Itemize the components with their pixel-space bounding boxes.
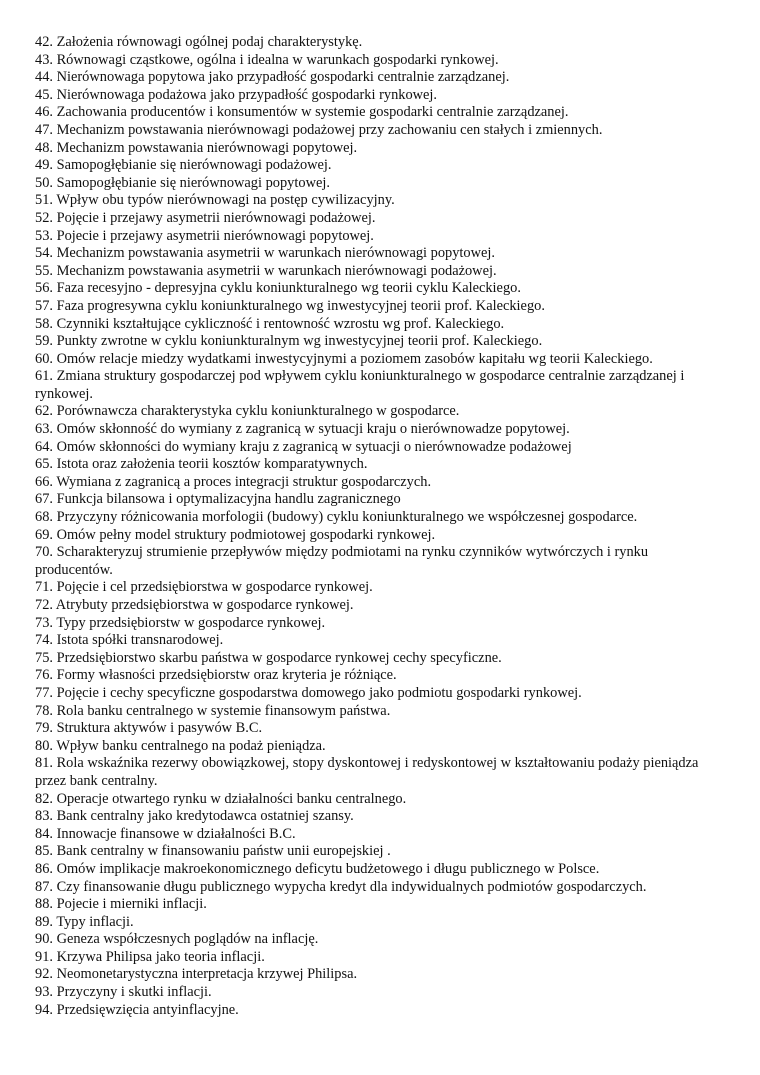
list-item: 47. Mechanizm powstawania nierównowagi podażowej przy zachowaniu cen stałych i zmiennych.: [35, 121, 603, 138]
list-item: 52. Pojęcie i przejawy asymetrii nierównowagi podażowej.: [35, 209, 376, 226]
list-item: 89. Typy inflacji.: [35, 913, 134, 930]
list-item: 90. Geneza współczesnych poglądów na inflację.: [35, 931, 319, 948]
list-item: 78. Rola banku centralnego w systemie finansowym państwa.: [35, 702, 391, 719]
list-item: 73. Typy przedsiębiorstw w gospodarce rynkowej.: [35, 614, 326, 631]
list-item: 71. Pojęcie i cel przedsiębiorstwa w gospodarce rynkowej.: [35, 579, 373, 596]
list-item: 56. Faza recesyjno - depresyjna cyklu koniunkturalnego wg teorii cyklu Kaleckiego.: [35, 280, 521, 297]
list-item: 46. Zachowania producentów i konsumentów w systemie gospodarki centralnie zarządzanej.: [35, 104, 569, 121]
list-item: 60. Omów relacje miedzy wydatkami inwestycyjnymi a poziomem zasobów kapitału wg teorii Kaleckiego.: [35, 350, 653, 367]
list-item: 93. Przyczyny i skutki inflacji.: [35, 984, 212, 1001]
list-item: 68. Przyczyny różnicowania morfologii (budowy) cyklu koniunkturalnego we współczesnej gospodarce.: [35, 509, 638, 526]
list-item: 80. Wpływ banku centralnego na podaż pieniądza.: [35, 737, 326, 754]
list-item: 82. Operacje otwartego rynku w działalności banku centralnego.: [35, 790, 407, 807]
list-item: 55. Mechanizm powstawania asymetrii w warunkach nierównowagi podażowej.: [35, 262, 497, 279]
list-item: 84. Innowacje finansowe w działalności B.C.: [35, 825, 296, 842]
list-item: 54. Mechanizm powstawania asymetrii w warunkach nierównowagi popytowej.: [35, 245, 495, 262]
list-item: 49. Samopogłębianie się nierównowagi podażowej.: [35, 157, 332, 174]
list-item: 69. Omów pełny model struktury podmiotowej gospodarki rynkowej.: [35, 526, 436, 543]
list-item: 42. Założenia równowagi ogólnej podaj charakterystykę.: [35, 34, 363, 50]
list-item: 77. Pojęcie i cechy specyficzne gospodarstwa domowego jako podmiotu gospodarki rynkowej.: [35, 684, 582, 701]
list-item: 66. Wymiana z zagranicą a proces integracji struktur gospodarczych.: [35, 473, 432, 490]
list-item: 59. Punkty zwrotne w cyklu koniunkturalnym wg inwestycyjnej teorii prof. Kaleckiego.: [35, 333, 543, 350]
list-item: 44. Nierównowaga popytowa jako przypadłość gospodarki centralnie zarządzanej.: [35, 69, 510, 86]
list-item: 81. Rola wskaźnika rezerwy obowiązkowej, stopy dyskontowej i redyskontowej w kształtowaniu podaży pieniądza przez bank centralny.: [35, 755, 699, 789]
list-item: 91. Krzywa Philipsa jako teoria inflacji.: [35, 948, 265, 965]
list-item: 51. Wpływ obu typów nierównowagi na postęp cywilizacyjny.: [35, 192, 395, 209]
list-item: 94. Przedsięwzięcia antyinflacyjne.: [35, 1001, 239, 1018]
list-item: 50. Samopogłębianie się nierównowagi popytowej.: [35, 174, 330, 191]
list-item: 92. Neomonetarystyczna interpretacja krzywej Philipsa.: [35, 966, 358, 983]
list-item: 85. Bank centralny w finansowaniu państw unii europejskiej .: [35, 843, 391, 860]
question-list: [35, 34, 725, 1019]
list-item: 67. Funkcja bilansowa i optymalizacyjna handlu zagranicznego: [35, 491, 401, 508]
list-item: 48. Mechanizm powstawania nierównowagi popytowej.: [35, 139, 358, 156]
list-item: 64. Omów skłonności do wymiany kraju z zagranicą w sytuacji o nierównowadze podażowej: [35, 438, 572, 455]
list-item: 87. Czy finansowanie długu publicznego wypycha kredyt dla indywidualnych podmiotów gospodarczych.: [35, 878, 647, 895]
list-item: 76. Formy własności przedsiębiorstw oraz kryteria je różniące.: [35, 667, 397, 684]
list-item: 63. Omów skłonność do wymiany z zagranicą w sytuacji kraju o nierównowadze popytowej.: [35, 421, 570, 438]
list-item: 70. Scharakteryzuj strumienie przepływów między podmiotami na rynku czynników wytwórczych i rynku producentów.: [35, 544, 649, 578]
list-item: 62. Porównawcza charakterystyka cyklu koniunkturalnego w gospodarce.: [35, 403, 460, 420]
list-item: 45. Nierównowaga podażowa jako przypadłość gospodarki rynkowej.: [35, 86, 438, 103]
list-item: 86. Omów implikacje makroekonomicznego deficytu budżetowego i długu publicznego w Polsce.: [35, 860, 600, 877]
list-item: 83. Bank centralny jako kredytodawca ostatniej szansy.: [35, 808, 354, 825]
list-item: 72. Atrybuty przedsiębiorstwa w gospodarce rynkowej.: [35, 597, 354, 613]
list-item: 58. Czynniki kształtujące cykliczność i rentowność wzrostu wg prof. Kaleckiego.: [35, 315, 505, 332]
list-item: 61. Zmiana struktury gospodarczej pod wpływem cyklu koniunkturalnego w gospodarce centralnie zarządzanej i rynkowej.: [35, 368, 685, 402]
list-item: 53. Pojecie i przejawy asymetrii nierównowagi popytowej.: [35, 227, 374, 244]
list-item: 65. Istota oraz założenia teorii kosztów komparatywnych.: [35, 456, 368, 473]
list-item: 79. Struktura aktywów i pasywów B.C.: [35, 720, 263, 737]
list-item: 74. Istota spółki transnarodowej.: [35, 632, 224, 649]
list-item: 75. Przedsiębiorstwo skarbu państwa w gospodarce rynkowej cechy specyficzne.: [35, 649, 502, 666]
list-item: 57. Faza progresywna cyklu koniunkturalnego wg inwestycyjnej teorii prof. Kaleckiego.: [35, 297, 545, 314]
list-item: 43. Równowagi cząstkowe, ogólna i idealna w warunkach gospodarki rynkowej.: [35, 51, 499, 68]
list-item: 88. Pojecie i mierniki inflacji.: [35, 896, 207, 913]
